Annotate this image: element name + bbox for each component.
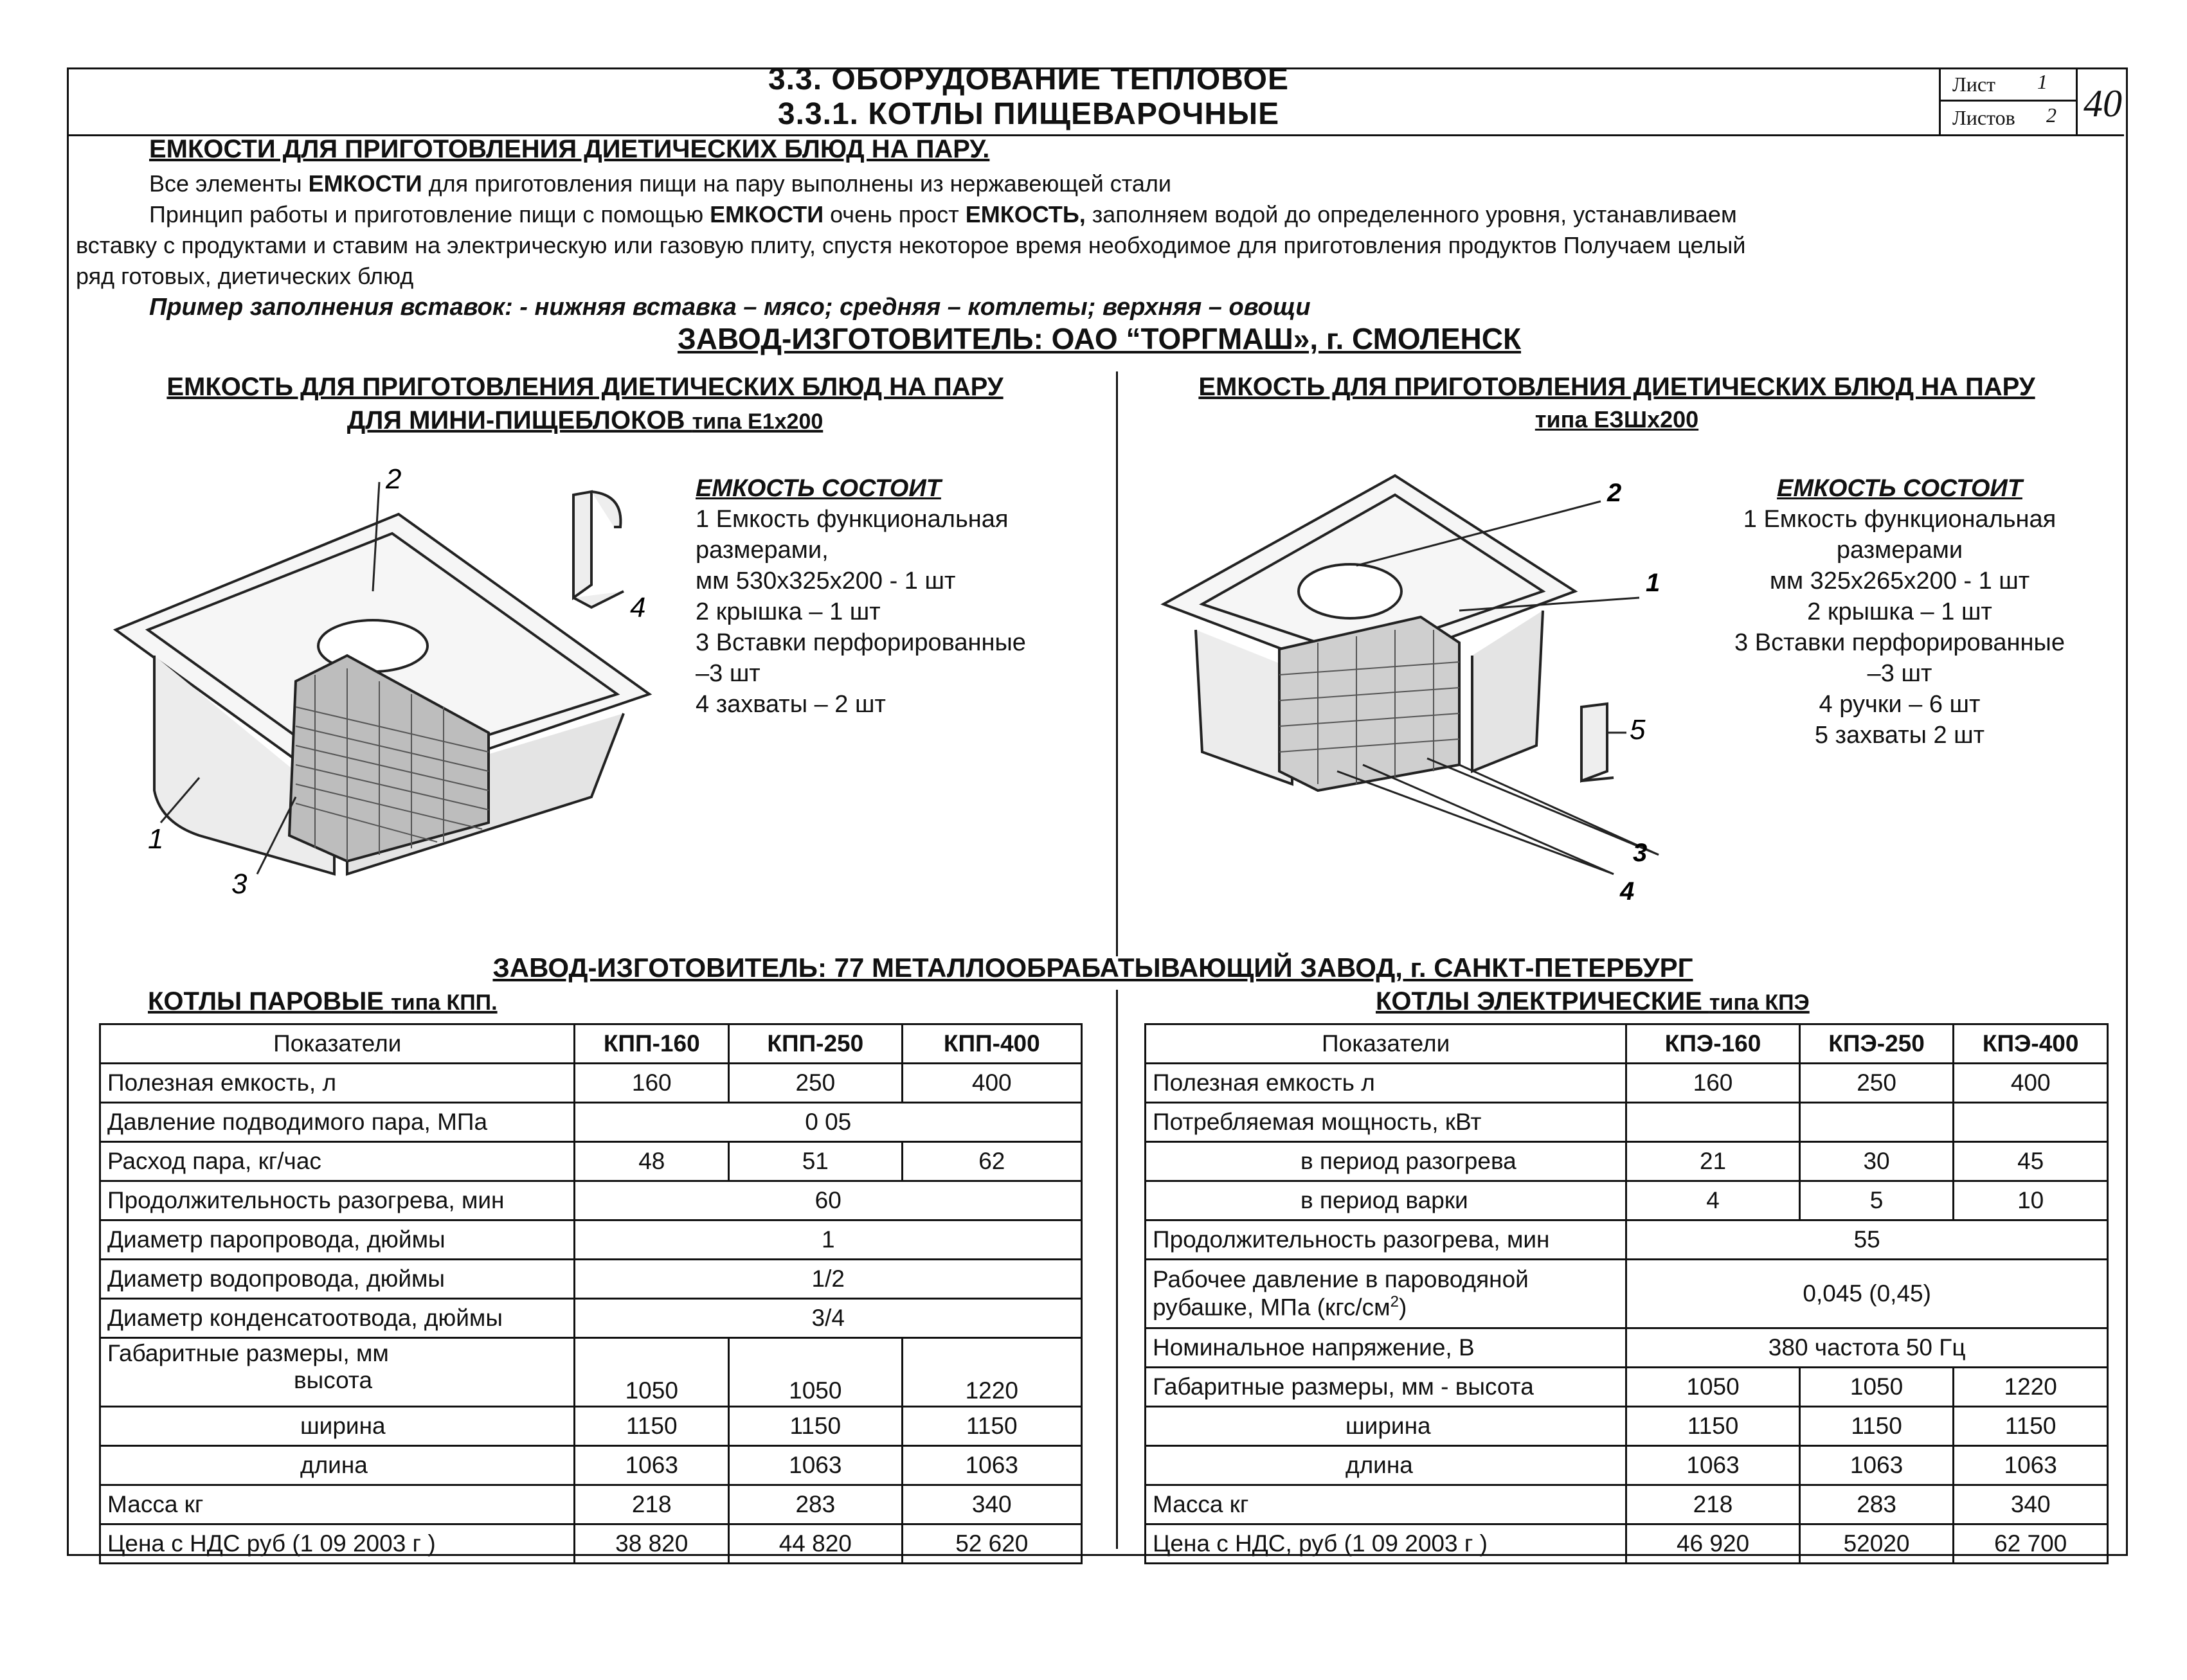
row-label: Диаметр конденсатоотвода, дюймы (100, 1299, 575, 1338)
header-cell: КПП-250 (729, 1024, 902, 1064)
header-cell: Показатели (1146, 1024, 1626, 1064)
table-row: в период разогрева 21 30 45 (1146, 1142, 2108, 1181)
table-row: длина 1063 1063 1063 (100, 1446, 1082, 1485)
table-row: Габаритные размеры, мм высота 1050 1050 1220 (100, 1338, 1082, 1407)
left-callout-2: 2 (386, 463, 402, 495)
table-row: Диаметр паропровода, дюймы 1 (100, 1220, 1082, 1260)
intro-line-4: ряд готовых, диетических блюд (76, 263, 414, 289)
header-cell: КПЭ-250 (1799, 1024, 1954, 1064)
manufacturer-1: ЗАВОД-ИЗГОТОВИТЕЛЬ: ОАО “ТОРГМАШ», г. СМОЛЕНСК (677, 322, 1522, 355)
row-label: в период варки (1146, 1181, 1626, 1220)
table-row: Номинальное напряжение, В 380 частота 50 Гц (1146, 1328, 2108, 1368)
left-component-line: 4 захваты – 2 шт (696, 691, 886, 718)
table-row: Цена с НДС руб (1 09 2003 г ) 38 820 44 820 52 620 (100, 1524, 1082, 1564)
row-label: Масса кг (100, 1485, 575, 1524)
right-inserts (1279, 617, 1459, 791)
row-label: Продолжительность разогрева, мин (1146, 1220, 1626, 1260)
intro-line-1: Все элементы ЕМКОСТИ для приготовления пищи на пару выполнены из нержавеющей стали (149, 170, 1171, 197)
kpp-table (99, 1023, 1083, 1564)
table-row: ширина 1150 1150 1150 (1146, 1407, 2108, 1446)
table-row: Давление подводимого пара, МПа 0 05 (100, 1103, 1082, 1142)
row-label: Полезная емкость л (1146, 1064, 1626, 1103)
table-header-row (100, 1024, 1082, 1064)
right-component-line: размерами (1836, 537, 1963, 564)
row-label: Расход пара, кг/час (100, 1142, 575, 1181)
left-product-title-2: ДЛЯ МИНИ-ПИЩЕБЛОКОВ типа Е1х200 (346, 406, 824, 434)
right-grip-drawing (1569, 701, 1678, 791)
table-row: Полезная емкость, л 160 250 400 (100, 1064, 1082, 1103)
right-component-line: 1 Емкость функциональная (1743, 506, 2056, 533)
table-header-row (1146, 1024, 2108, 1064)
right-callout-2: 2 (1607, 479, 1622, 507)
table-row: Цена с НДС, руб (1 09 2003 г ) 46 920 52020 62 700 (1146, 1524, 2108, 1564)
subsection-title: 3.3.1. КОТЛЫ ПИЩЕВАРОЧНЫЕ (777, 97, 1280, 131)
table-row: Масса кг 218 283 340 (1146, 1485, 2108, 1524)
left-component-line: 2 крышка – 1 шт (696, 598, 881, 625)
left-component-line: размерами, (696, 537, 829, 564)
right-callout-1: 1 (1646, 569, 1661, 597)
table-row: Продолжительность разогрева, мин 60 (100, 1181, 1082, 1220)
intro-heading: ЕМКОСТИ ДЛЯ ПРИГОТОВЛЕНИЯ ДИЕТИЧЕСКИХ БЛЮД НА ПАРУ. (149, 135, 990, 163)
right-component-line: 5 захваты 2 шт (1814, 722, 1985, 749)
table-row: Диаметр водопровода, дюймы 1/2 (100, 1260, 1082, 1299)
header-cell: КПП-160 (575, 1024, 729, 1064)
table-row: Габаритные размеры, мм - высота 1050 1050 1220 (1146, 1368, 2108, 1407)
sheets-value: 2 (2046, 103, 2056, 127)
row-label: Масса кг (1146, 1485, 1626, 1524)
left-component-line: мм 530х325х200 - 1 шт (696, 567, 956, 594)
intro-example: Пример заполнения вставок: - нижняя вставка – мясо; средняя – котлеты; верхняя – овощи (149, 294, 1311, 321)
right-component-line: –3 шт (1867, 660, 1932, 687)
row-label: Цена с НДС руб (1 09 2003 г ) (100, 1524, 575, 1564)
left-component-line: 3 Вставки перфорированные (696, 629, 1026, 656)
table-row: Расход пара, кг/час 48 51 62 (100, 1142, 1082, 1181)
right-container-drawing (1151, 463, 1716, 913)
manufacturer-2: ЗАВОД-ИЗГОТОВИТЕЛЬ: 77 МЕТАЛЛООБРАБАТЫВАЮЩИЙ ЗАВОД, г. САНКТ-ПЕТЕРБУРГ (492, 952, 1693, 983)
right-callout-3: 3 (1633, 839, 1648, 867)
row-label: Габаритные размеры, мм высота (100, 1338, 575, 1407)
right-product-title-1: ЕМКОСТЬ ДЛЯ ПРИГОТОВЛЕНИЯ ДИЕТИЧЕСКИХ БЛЮД НА ПАРУ (1198, 373, 2035, 401)
sheet-value: 1 (2037, 70, 2048, 93)
right-callout-4: 4 (1620, 877, 1635, 906)
column-divider-lower (1116, 990, 1118, 1549)
right-lid-hole (1299, 564, 1401, 618)
right-component-line: 3 Вставки перфорированные (1734, 629, 2065, 656)
right-component-line: 4 ручки – 6 шт (1819, 691, 1981, 718)
sheet-label: Лист (1952, 73, 1996, 96)
left-grip-drawing (566, 488, 656, 636)
header-cell: КПП-400 (902, 1024, 1081, 1064)
table-row: Рабочее давление в пароводяной рубашке, МПа $(кгс/см^2)$ 0,045 (0,45) (1146, 1260, 2108, 1328)
table-row: Диаметр конденсатоотвода, дюймы 3/4 (100, 1299, 1082, 1338)
row-label: Потребляемая мощность, кВт (1146, 1103, 1626, 1142)
table-row (1146, 1103, 2108, 1142)
right-body-right (1472, 611, 1543, 771)
row-label: Диаметр паропровода, дюймы (100, 1220, 575, 1260)
page-number: 40 (2084, 82, 2122, 125)
kpe-table (1144, 1023, 2109, 1564)
row-label: Габаритные размеры, мм - высота (1146, 1368, 1626, 1407)
right-body-left (1196, 630, 1292, 784)
kpe-table-title: КОТЛЫ ЭЛЕКТРИЧЕСКИЕ типа КПЭ (1376, 987, 1810, 1015)
right-callout-5: 5 (1630, 714, 1646, 746)
right-component-line: мм 325х265х200 - 1 шт (1769, 567, 2030, 594)
row-label: Диаметр водопровода, дюймы (100, 1260, 575, 1299)
header-cell: КПЭ-160 (1626, 1024, 1799, 1064)
intro-line-2: Принцип работы и приготовление пищи с помощью ЕМКОСТИ очень прост ЕМКОСТЬ, заполняем водой до определенного уровня, устанавливаем (149, 201, 1737, 228)
sheets-label: Листов (1952, 106, 2015, 129)
left-product-title-1: ЕМКОСТЬ ДЛЯ ПРИГОТОВЛЕНИЯ ДИЕТИЧЕСКИХ БЛЮД НА ПАРУ (166, 373, 1004, 401)
left-components (696, 473, 1107, 720)
header-cell: Показатели (100, 1024, 575, 1064)
right-component-line: 2 крышка – 1 шт (1807, 598, 1992, 625)
table-row: Масса кг 218 283 340 (100, 1485, 1082, 1524)
right-components (1691, 473, 2109, 751)
right-product-title-2: типа ЕЗШх200 (1534, 406, 1699, 433)
row-label: длина (100, 1446, 575, 1485)
row-label: Номинальное напряжение, В (1146, 1328, 1626, 1368)
table-row: Полезная емкость л 160 250 400 (1146, 1064, 2108, 1103)
row-label: длина (1146, 1446, 1626, 1485)
column-divider-upper (1116, 371, 1118, 956)
table-row: в период варки 4 5 10 (1146, 1181, 2108, 1220)
table-row: длина 1063 1063 1063 (1146, 1446, 2108, 1485)
table-row: ширина 1150 1150 1150 (100, 1407, 1082, 1446)
left-component-line: –3 шт (696, 660, 760, 687)
row-label: Цена с НДС, руб (1 09 2003 г ) (1146, 1524, 1626, 1564)
left-callout-3: 3 (231, 868, 248, 900)
table-row: Продолжительность разогрева, мин 55 (1146, 1220, 2108, 1260)
left-components-heading: ЕМКОСТЬ СОСТОИТ (696, 475, 941, 502)
kpp-table-title: КОТЛЫ ПАРОВЫЕ типа КПП. (148, 987, 498, 1015)
header-cell: КПЭ-400 (1954, 1024, 2108, 1064)
row-label: в период разогрева (1146, 1142, 1626, 1181)
left-callout-4: 4 (630, 592, 646, 623)
row-label: Давление подводимого пара, МПа (100, 1103, 575, 1142)
left-callout-1: 1 (148, 823, 164, 855)
row-label: Продолжительность разогрева, мин (100, 1181, 575, 1220)
row-label: Рабочее давление в пароводяной рубашке, МПа $(кгс/см^2)$ (1146, 1260, 1626, 1328)
sheet-box (1939, 67, 2127, 134)
row-label: ширина (100, 1407, 575, 1446)
intro-line-3: вставку с продуктами и ставим на электрическую или газовую плиту, спустя некоторое время необходимое для приготовления продуктов Получаем целый (76, 232, 1746, 258)
left-component-line: 1 Емкость функциональная (696, 506, 1009, 533)
row-label: Полезная емкость, л (100, 1064, 575, 1103)
section-title: 3.3. ОБОРУДОВАНИЕ ТЕПЛОВОЕ (768, 62, 1290, 96)
row-label: ширина (1146, 1407, 1626, 1446)
right-components-heading: ЕМКОСТЬ СОСТОИТ (1777, 475, 2022, 502)
